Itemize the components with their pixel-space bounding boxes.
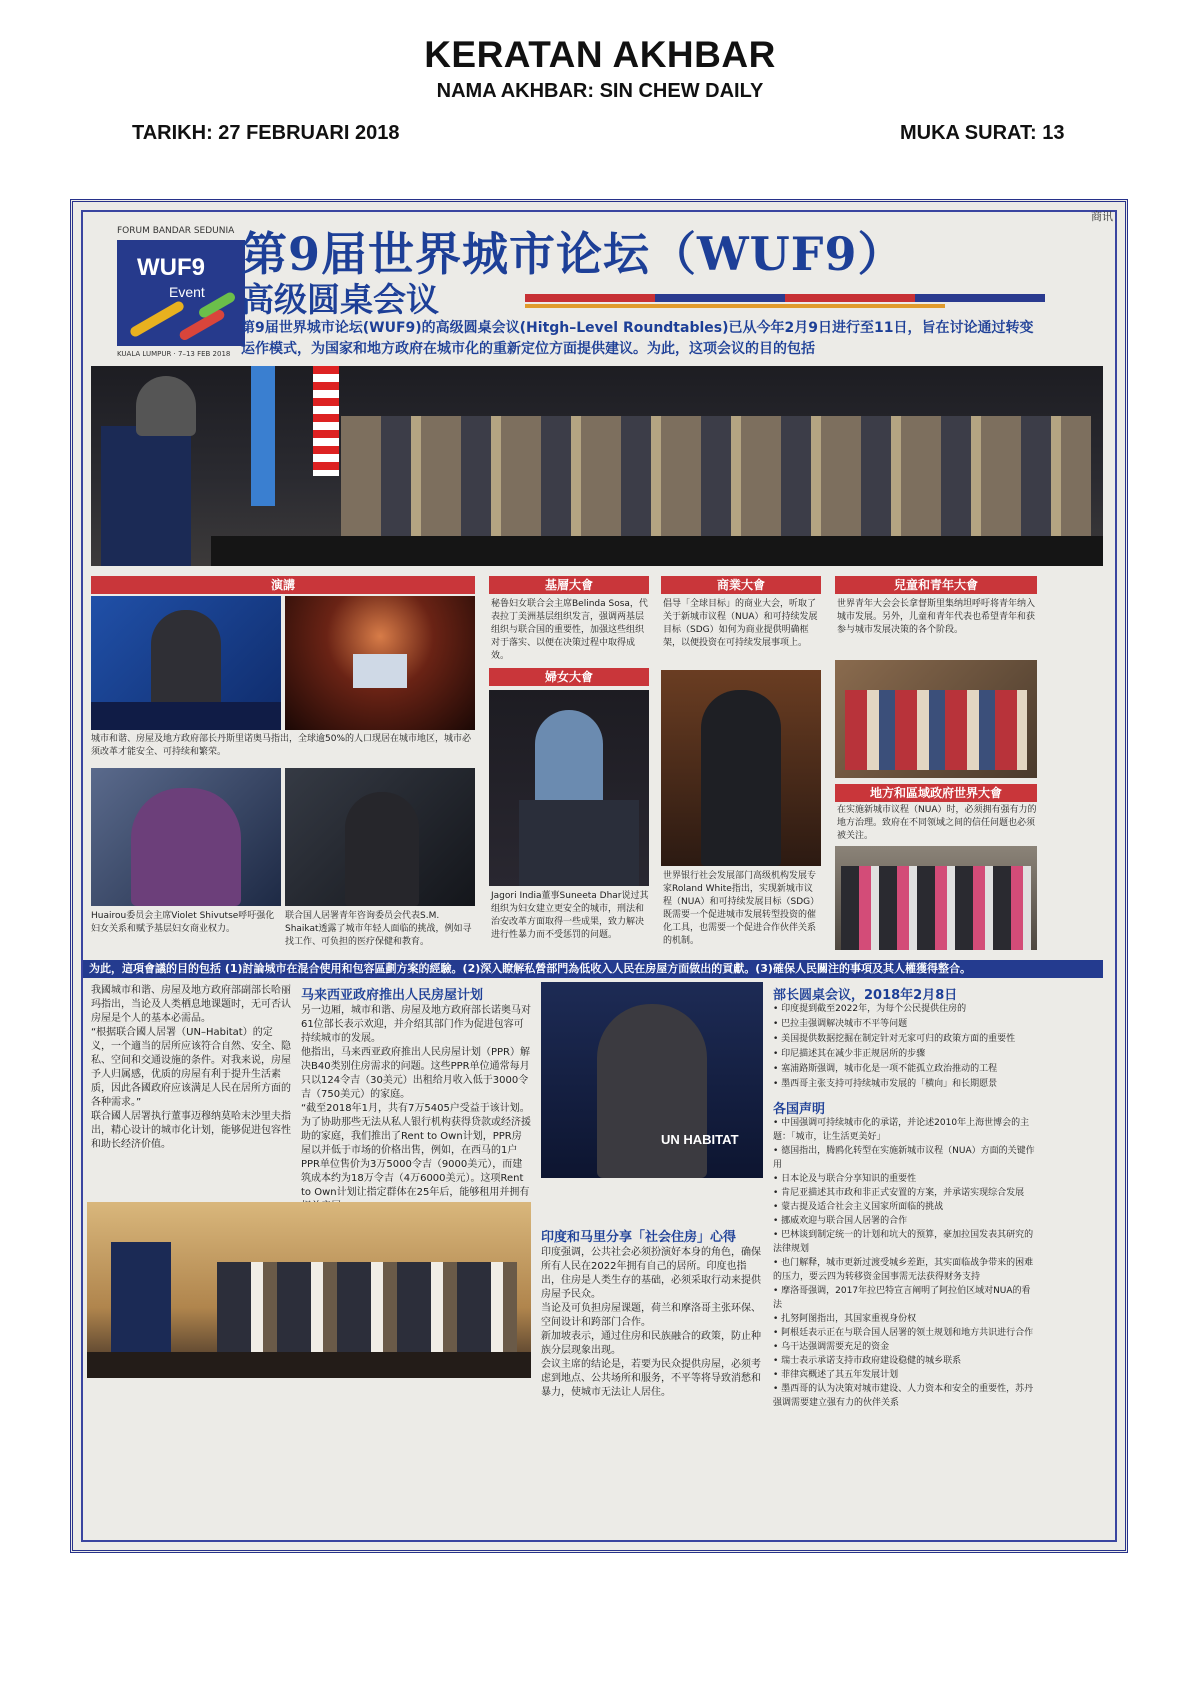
youth-photo xyxy=(835,660,1037,778)
list-item: • 瑞士表示承诺支持市政府建设稳健的城乡联系 xyxy=(773,1354,1037,1368)
stage-floor xyxy=(87,1352,531,1378)
section-social-housing-title: 印度和马里分享「社会住房」心得 xyxy=(541,1230,737,1245)
logo-graphic xyxy=(117,240,245,346)
un-flag xyxy=(251,366,275,506)
group-figures xyxy=(845,690,1027,770)
stage-floor xyxy=(211,536,1103,566)
women-photo xyxy=(489,690,649,886)
un-habitat-sign: UN HABITAT xyxy=(661,1132,739,1147)
caption-youth-rep: 联合国人居署青年咨询委员会代表S.M. Shaikat透露了城市年轻人面临的挑战，例如寻找工作、可负担的医疗保健和教育。 xyxy=(285,911,472,947)
banner-youth: 兒童和青年大會 xyxy=(835,576,1037,594)
speaker-figure xyxy=(136,376,196,436)
clipping-date: TARIKH: 27 FEBRUARI 2018 xyxy=(132,122,400,144)
caption-worldbank: 世界银行社会发展部门高级机构发展专家Roland White指出，实现新城市议程（NUA）和可持续发展目标（SDG）既需要一个促进城市发展转型投资的催化工具，也需要一个促进合作伙伴关系的机制。 xyxy=(663,871,820,946)
banner-business: 商業大會 xyxy=(661,576,821,594)
list-item: • 巴林谈到制定统一的计划和坑大的预算，豪加拉国发表其研究的法律规划 xyxy=(773,1228,1037,1256)
text-youth: 世界青年大会会长拿督斯里集纳坦呼吁将青年纳入城市发展。另外，儿童和青年代表也希望青年和获参与城市发展决策的各个阶段。 xyxy=(837,599,1036,635)
section-statements-title: 各国声明 xyxy=(773,1102,826,1117)
podium xyxy=(101,426,191,566)
local-gov-photo xyxy=(835,846,1037,950)
speaker-figure xyxy=(535,710,603,810)
logo-main-text: WUF9 xyxy=(137,254,205,281)
list-item: • 扎努阿图指出，其国家重视身份权 xyxy=(773,1312,1037,1326)
decorative-stripe xyxy=(525,294,1045,302)
logo-stroke xyxy=(129,300,186,339)
speaker-figure xyxy=(701,690,781,866)
list-item: • 蒙古提及适合社会主义国家所面临的挑战 xyxy=(773,1200,1037,1214)
list-item: • 塞浦路斯强调，城市化是一项不能孤立政治推动的工程 xyxy=(773,1062,1037,1077)
newspaper-name: NAMA AKHBAR: SIN CHEW DAILY xyxy=(436,80,764,102)
logo-bottom-text: KUALA LUMPUR · 7–13 FEB 2018 xyxy=(117,350,231,358)
newspaper-clipping xyxy=(70,199,1128,1553)
clipping-title: KERATAN AKHBAR xyxy=(424,34,776,75)
speech-photo-minister xyxy=(91,596,281,730)
list-item: • 肯尼亚描述其市政和非正式安置的方案，并承诺实现综合发展 xyxy=(773,1186,1037,1200)
column-social-housing: 印度强调，公共社会必须扮演好本身的角色，确保所有人民在2022年拥有自己的居所。印度也指出，住房是人类生存的基础，必须采取行动来提供房屋予民众。 当论及可负担房屋课题，荷兰和摩洛哥主张环保、空间设计和跨部门合作。 新加坡表示，通过住房和民族融合的政策，防止种族分层现象出现。 会议主席的结论是，若要为民众提供房屋，必须考虑到地点、公共场所和服务，不平等将导致消愁和暴力，使城市无法让人居住。 xyxy=(541,1247,761,1398)
text-grassroots: 秘鲁妇女联合会主席Belinda Sosa，代表拉丁美洲基层组织发言，强调两基层组织与联合国的重要性，加强这些组织对于落实、以便在决策过程中取得成效。 xyxy=(491,599,648,661)
speech-photo-youth-rep xyxy=(285,768,475,906)
banner-local-gov: 地方和區域政府世界大會 xyxy=(835,784,1037,802)
speech-photo-stage xyxy=(285,596,475,730)
list-item: • 印度提到截至2022年，为每个公民提供住房的 xyxy=(773,1002,1037,1017)
speaker-figure xyxy=(597,1004,707,1178)
list-item: • 也门解释，城市更新过渡受城乡差距，其实面临战争带来的困难的压力，要云四为转移资金国事需无法获得财务支持 xyxy=(773,1256,1037,1284)
list-item: • 摩洛哥强调，2017年拉巴特宣言阐明了阿拉伯区域对NUA的看法 xyxy=(773,1284,1037,1312)
screen xyxy=(353,654,407,688)
list-item: • 墨西哥的认为决策对城市建设、人力资本和安全的重要性，苏丹强调需要建立强有力的伙伴关系 xyxy=(773,1382,1037,1410)
text-local-gov: 在实施新城市议程（NUA）时，必须拥有强有力的地方治理。致府在不同领域之间的信任问题也必须被关注。 xyxy=(837,805,1037,841)
intro-paragraph: 第9届世界城市论坛(WUF9)的高级圆桌会议(Hitgh–Level Roundtables)已从今年2月9日进行至11日，旨在讨论通过转变运作模式，为国家和地方政府在城市化的重新定位方面提供建议。为此，这项会议的目的包括 xyxy=(241,320,1034,357)
panel-photo xyxy=(91,366,1103,566)
minister-photo xyxy=(541,982,763,1178)
podium-sign xyxy=(91,702,281,730)
speaker-figure xyxy=(131,788,241,906)
roundtable-photo xyxy=(87,1202,531,1378)
list-item: • 美国提供数据挖掘在制定针对无家可归的政策方面的重要性 xyxy=(773,1032,1037,1047)
headline: 第9届世界城市论坛（WUF9） xyxy=(241,227,905,281)
list-item: • 挪威欢迎与联合国人居署的合作 xyxy=(773,1214,1037,1228)
speech-photo-huairou xyxy=(91,768,281,906)
list-item: • 印尼描述其在减少非正规居所的步骤 xyxy=(773,1047,1037,1062)
caption-huairou: Huairou委员会主席Violet Shivutse呼吁强化妇女关系和赋予基层妇女商业权力。 xyxy=(91,911,275,934)
wuf9-logo xyxy=(117,226,245,358)
section-ppr-title: 马来西亚政府推出人民房屋计划 xyxy=(301,988,484,1003)
column-ppr: 另一边厢，城市和谐、房屋及地方政府部长诺奥马对61位部长表示欢迎，并介绍其部门作为促进包容可持续城市的发展。 他指出，马来西亚政府推出人民房屋计划（PPR）解决B40类别住房需求的问题。这些PPR单位通常每月只以124令吉（30美元）出租给月收入低于3000令吉（750美元）的家庭。 “截至2018年1月，共有7万5405户受益于该计划。为了协助那些无法从私人银行机构获得贷款或经济援助的家庭，我们推出了Rent to Own计划，PPR房屋以并低于市场的价格出售，例如，在西马的1户PPR单位售价为3万5000令吉（9000美元），而建筑成本约为18万令吉（4万6000美元）。这项Rent to Own计划让指定群体在25年后，能够租用并拥有 xyxy=(301,1005,531,1198)
corner-tag: 商讯 xyxy=(1091,210,1113,223)
logo-sub-text: Event xyxy=(169,284,205,300)
list-item: • 乌干达强调需要充足的资金 xyxy=(773,1340,1037,1354)
list-item: • 德国指出，腾鸥化转型在实施新城市议程（NUA）方面的关键作用 xyxy=(773,1144,1037,1172)
statements-list xyxy=(773,1116,1037,1410)
banner-speech: 演講 xyxy=(91,576,475,594)
caption-speech-main: 城市和谐、房屋及地方政府部长丹斯里诺奥马指出，全球逾50%的人口现居在城市地区，城市必须改革才能安全、可持续和繁荣。 xyxy=(91,734,472,757)
banner-grassroots: 基層大會 xyxy=(489,576,649,594)
column-deputy-minister: 我國城市和谐、房屋及地方政府部副部长哈丽玛指出，当论及人类栖息地课题时，无可否认房屋是个人的基本必需品。 “根据联合國人居署（UN–Habitat）的定义，一个適当的居所应该符合自然、安全、隐私、空间和交通设施的条件。对我来说，房屋予人归属感，优质的房屋有利于提升生活素质，因此各國政府应该满足人民在居所方面的各种需求。” 联合國人居署执行董事迈穆纳莫哈末沙里夫指出，精心设计的城市化计划，能够促进包容性和助长经济价值。 xyxy=(91,985,291,1150)
list-item: • 日本论及与联合分享知识的重要性 xyxy=(773,1172,1037,1186)
decorative-stripe xyxy=(525,304,945,308)
logo-top-text: FORUM BANDAR SEDUNIA xyxy=(117,226,235,236)
list-item: • 中国强调可持续城市化的承诺，并论述2010年上海世博会的主题：「城市，让生活更美好」 xyxy=(773,1116,1037,1144)
list-item: • 菲律宾概述了其五年发展计划 xyxy=(773,1368,1037,1382)
list-item: • 墨西哥主张支持可持续城市发展的「横向」和长期愿景 xyxy=(773,1077,1037,1092)
subheadline: 高级圆桌会议 xyxy=(241,280,439,319)
section-ministerial-title: 部长圆桌会议，2018年2月8日 xyxy=(773,988,958,1003)
podium xyxy=(519,800,639,886)
panelists-row xyxy=(217,1262,517,1352)
speaker-figure xyxy=(345,792,419,906)
caption-women: Jagori India董事Suneeta Dhar说过其组织为妇女建立更安全的城市，刑法和治安改革方面取得一些成果，致力解决进行性暴力而不受惩罚的问题。 xyxy=(491,891,649,940)
text-business: 倡导「全球目标」的商业大会，听取了关于新城市议程（NUA）和可持续发展目标（SDG）如何为商业提供明确框架，以便投资在可持续发展事项上。 xyxy=(663,599,818,648)
group-figures xyxy=(841,866,1031,950)
objectives-band: 为此，這項會議的目的包括 (1)討論城市在混合使用和包容區劃方案的經驗。(2)深入瞭解私營部門為低收入人民在房屋方面做出的貢獻。(3)確保人民關注的事項及其人權獲得整合。 xyxy=(83,960,1103,978)
list-item: • 阿根廷表示正在与联合国人居署的领土规划和地方共识进行合作 xyxy=(773,1326,1037,1340)
worldbank-photo xyxy=(661,670,821,866)
malaysia-flag xyxy=(313,366,339,476)
banner-women: 婦女大會 xyxy=(489,668,649,686)
page-number: MUKA SURAT: 13 xyxy=(900,122,1065,144)
list-item: • 巴拉圭强调解决城市不平等问题 xyxy=(773,1017,1037,1032)
ministerial-list xyxy=(773,1002,1037,1092)
